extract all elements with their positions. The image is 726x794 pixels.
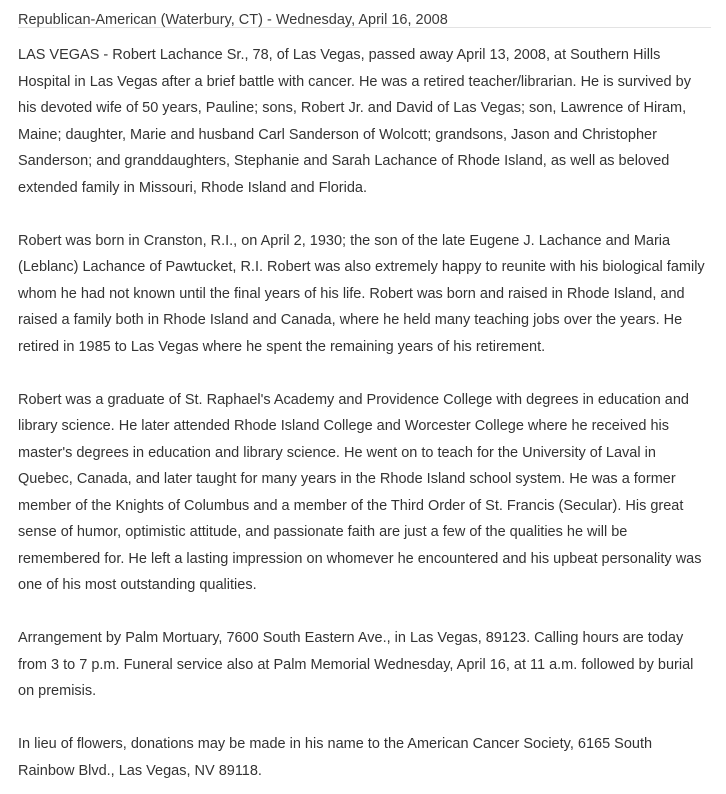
obituary-paragraph: Arrangement by Palm Mortuary, 7600 South Eastern Ave., in Las Vegas, 89123. Calling hours are today from 3 to 7 p.m. Funeral service also at Palm Memorial Wednesday, April 16, at 11 a.m. followed by burial on premisis. [18,630,694,699]
obituary-paragraph: In lieu of flowers, donations may be made in his name to the American Cancer Society, 6165 South Rainbow Blvd., Las Vegas, NV 89118. [18,736,653,779]
obituary-paragraph: Robert was born in Cranston, R.I., on April 2, 1930; the son of the late Eugene J. Lachance and Maria (Leblanc) Lachance of Pawtucket, R.I. Robert was also extremely happy to reunite with his biological family whom he had not known until the final years of his life. Robert was born and raised in Rhode Island, and raised a family both in Rhode Island and Canada, where he held many teaching jobs over the years. He retired in 1985 to Las Vegas where he spent the remaining years of his retirement. [18,232,705,355]
obituary-paragraph: Robert was a graduate of St. Raphael's Academy and Providence College with degrees in education and library science. He later attended Rhode Island College and Worcester College where he received his master's degrees in education and library science. He went on to teach for the University of Laval in Quebec, Canada, and later taught for many years in the Rhode Island school system. He was a former member of the Knights of Columbus and a member of the Third Order of St. Francis (Secular). His great sense of humor, optimistic attitude, and passionate faith are just a few of the qualities he will be remembered for. He left a lasting impression on whomever he encountered and his upbeat personality was one of his most outstanding qualities. [18,391,702,593]
source-line: Republican-American (Waterbury, CT) - Wednesday, April 16, 2008 [18,12,448,28]
obituary-paragraph: LAS VEGAS - Robert Lachance Sr., 78, of Las Vegas, passed away April 13, 2008, at Southern Hills Hospital in Las Vegas after a brief battle with cancer. He was a retired teacher/librarian. He is survived by his devoted wife of 50 years, Pauline; sons, Robert Jr. and David of Las Vegas; son, Lawrence of Hiram, Maine; daughter, Marie and husband Carl Sanderson of Wolcott; grandsons, Jason and Christopher Sanderson; and granddaughters, Stephanie and Sarah Lachance of Rhode Island, as well as beloved extended family in Missouri, Rhode Island and Florida. [18,47,691,196]
source-header [18,0,711,28]
obituary-body [18,28,711,784]
